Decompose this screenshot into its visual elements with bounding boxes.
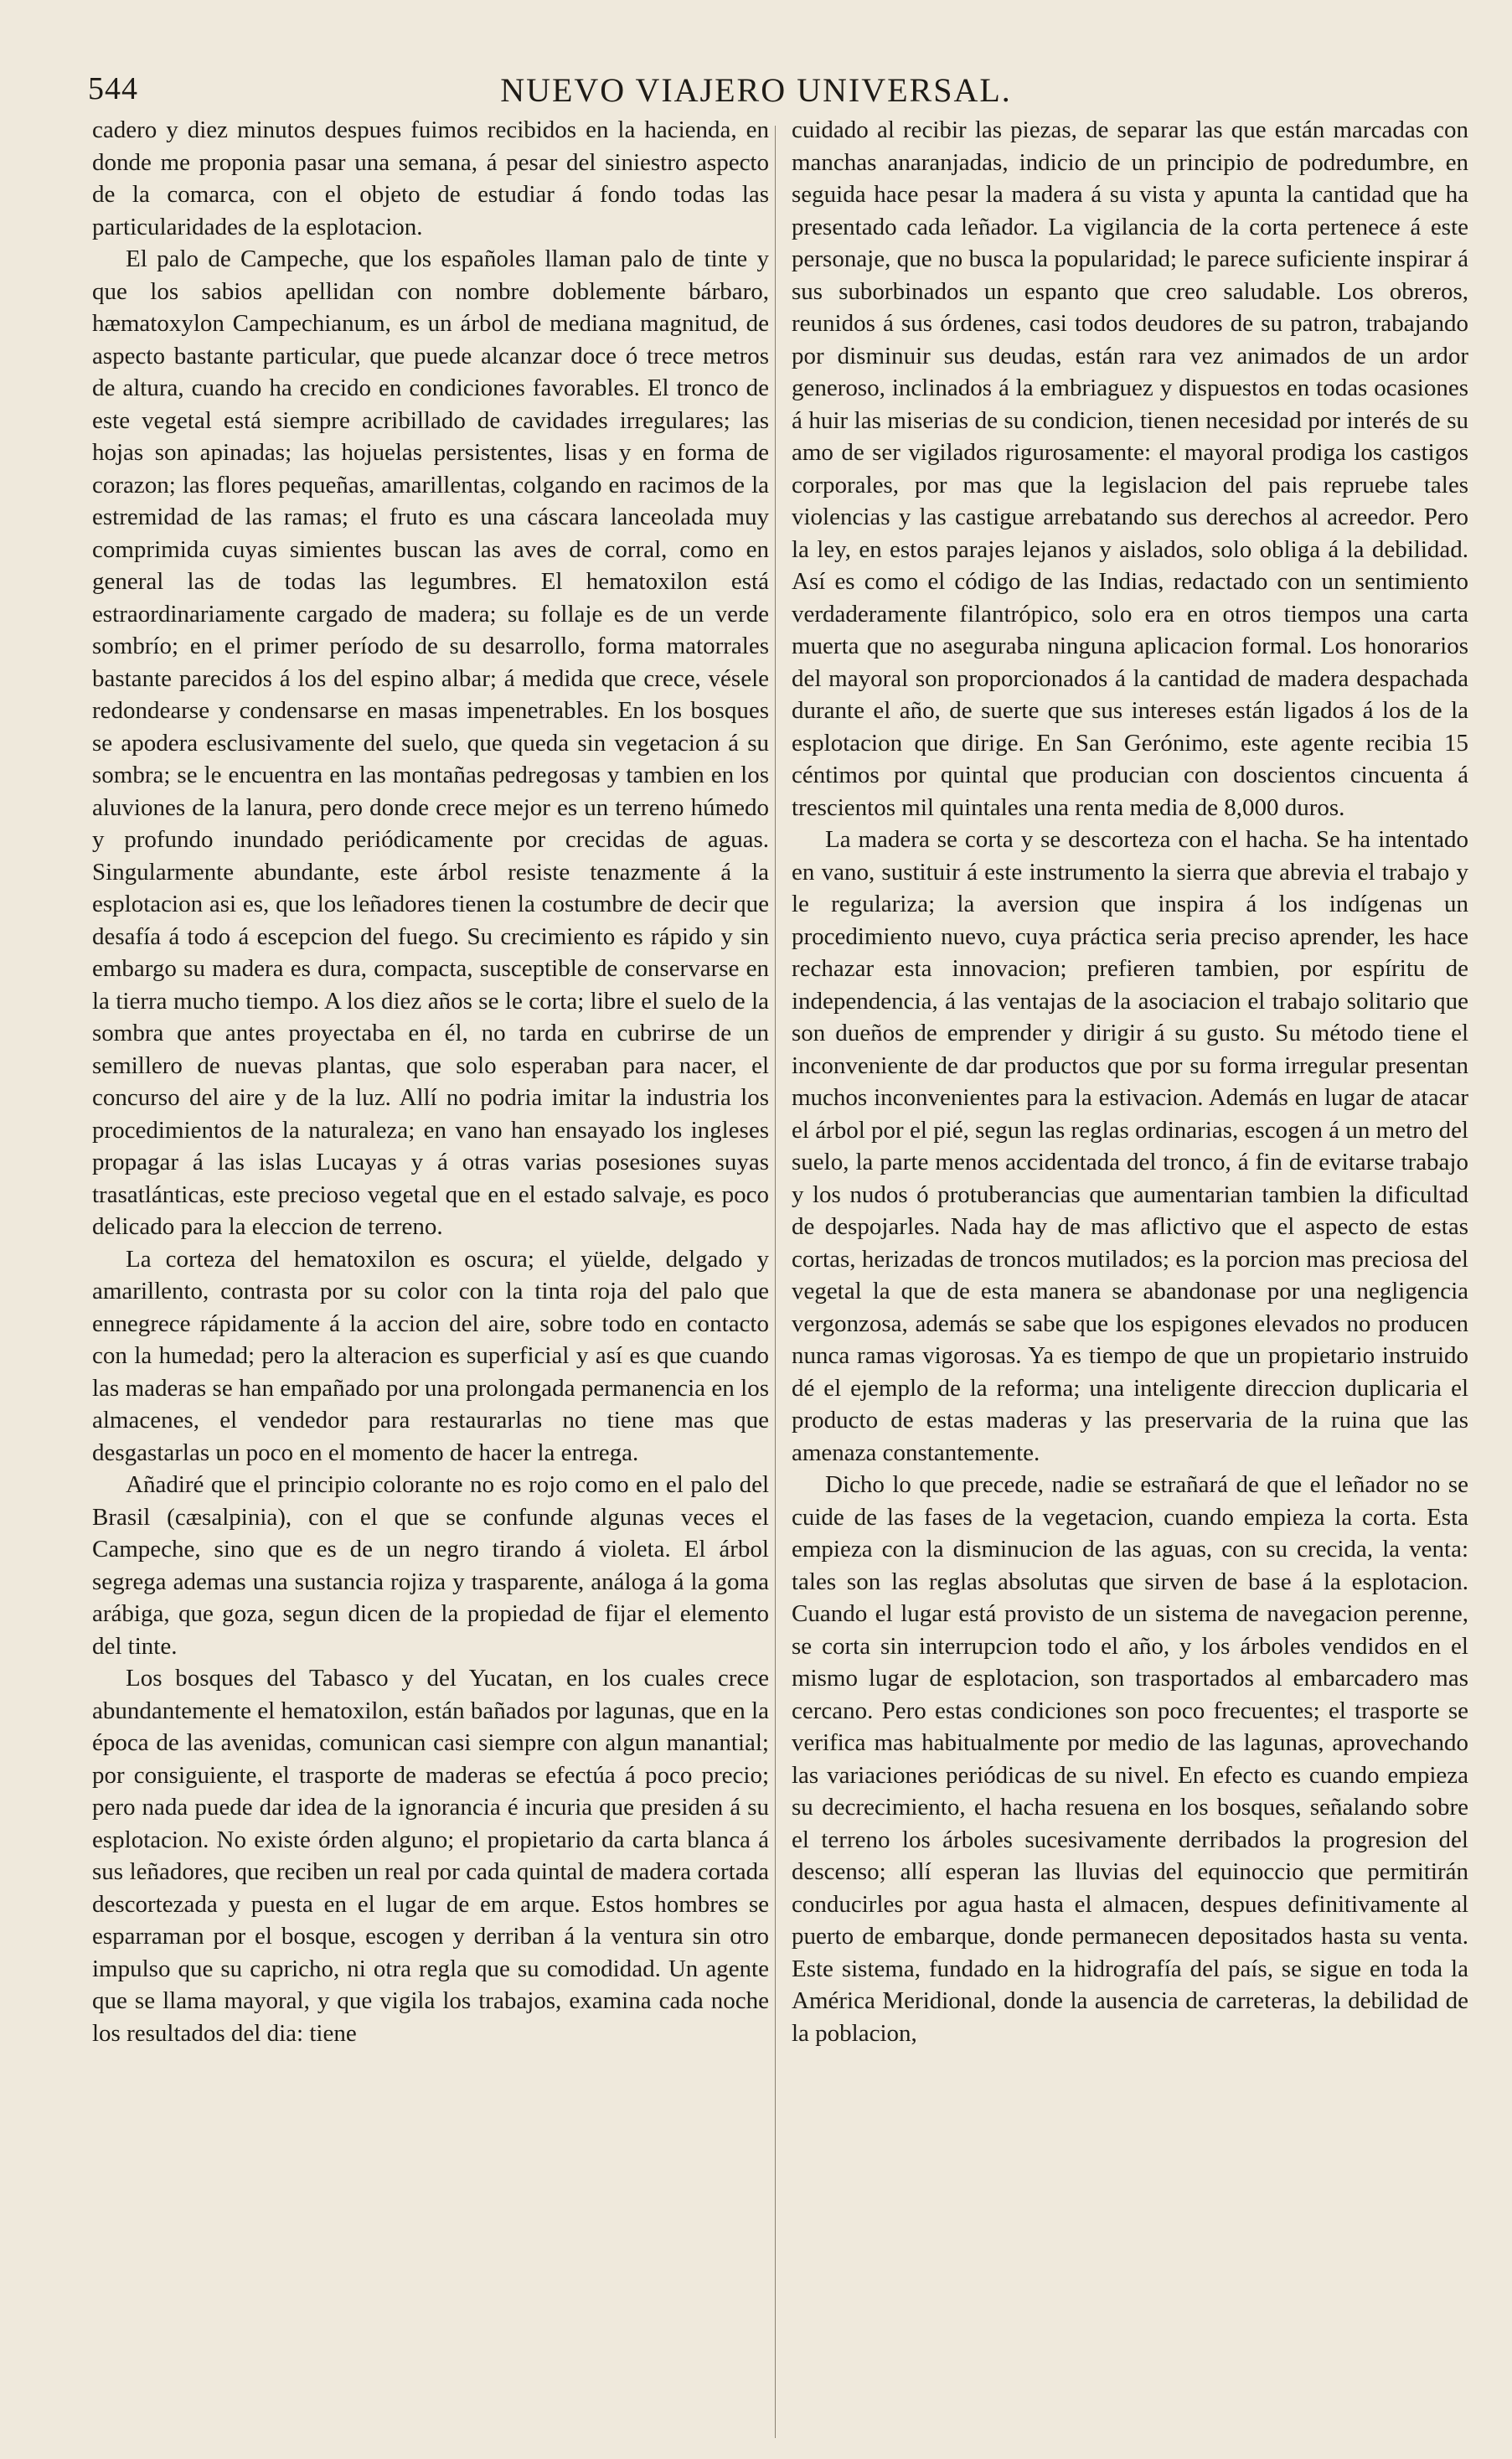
page-header <box>88 70 1424 107</box>
paragraph: Los bosques del Tabasco y del Yucatan, en los cuales crece abundantemente el hematoxilon, están bañados por lagunas, que en la época de las avenidas, comunican casi siempre con algun manantial; por consiguiente, el trasporte de maderas se efectúa á poco precio; pero nada puede dar idea de la ignorancia é incuria que presiden á su esplotacion. No existe órden alguno; el propietario da carta blanca á sus leñadores, que reciben un real por cada quintal de madera cortada descortezada y puesta en el lugar de em arque. Estos hombres se esparraman por el bosque, escogen y derriban á la ventura sin otro impulso que su capricho, ni otra regla que su comodidad. Un agente que se llama mayoral, y que vigila los trabajos, examina cada noche los resultados del dia: tiene <box>92 1665 769 2047</box>
paragraph: La corteza del hematoxilon es oscura; el yüelde, delgado y amarillento, contrasta por su color con la tinta roja del palo que ennegrece rápidamente á la accion del aire, sobre todo en contacto con la humedad; pero la alteracion es superficial y así es que cuando las maderas se han empañado por una prolongada permanencia en los almacenes, el vendedor para restaurarlas no tiene mas que desgastarlas un poco en el momento de hacer la entrega. <box>92 1245 769 1466</box>
left-column <box>92 114 769 2443</box>
paragraph: Dicho lo que precede, nadie se estrañará de que el leñador no se cuide de las fases de la vegetacion, cuando empieza la corta. Esta empieza con la disminucion de las aguas, con su crecida, la venta: tales son las reglas absolutas que sirven de base á la esplotacion. Cuando el lugar está provisto de un sistema de navegacion perenne, se corta sin interrupcion todo el año, y los árboles vendidos en el mismo lugar de esplotacion, son trasportados al embarcadero mas cercano. Pero estas condiciones son poco frecuentes; el trasporte se verifica mas habitualmente por medio de las lagunas, aprovechando las variaciones periódicas de su nivel. En efecto es cuando empieza su decrecimiento, el hacha resuena en los bosques, señalando sobre el terreno los árboles sucesivamente derribados la progresion del descenso; allí esperan las lluvias del equinoccio que permitirán conducirles por agua hasta el almacen, despues definitivamente al puerto de embarque, donde permanecen depositados hasta su venta. Este sistema, fundado en la hidrografía del país, se sigue en toda la América Meridional, donde la ausencia de carreteras, la debilidad de la poblacion, <box>792 1471 1468 2047</box>
paragraph: cuidado al recibir las piezas, de separar las que están marcadas con manchas anaranjadas, indicio de un principio de podredumbre, en seguida hace pesar la madera á su vista y apunta la cantidad que ha presentado cada leñador. La vigilancia de la corta pertenece á este personaje, que no busca la popularidad; le parece suficiente inspirar á sus suborbinados un espanto que creo saludable. Los obreros, reunidos á sus órdenes, casi todos deudores de su patron, trabajando por disminuir sus deudas, están rara vez animados de un ardor generoso, inclinados á la embriaguez y dispuestos en todas ocasiones á huir las miserias de su condicion, tienen necesidad por interés de su amo de ser vigilados rigurosamente: el mayoral prodiga los castigos corporales, por mas que la legislacion del pais repruebe tales violencias y las castigue arrebatando sus derechos al acreedor. Pero la ley, en estos parajes lejanos y aislados, solo obliga á la debilidad. Así es como el código de las Indias, redactado con un sentimiento verdaderamente filantrópico, solo era en otros tiempos una carta muerta que no aseguraba ninguna aplicacion formal. Los honorarios del mayoral son proporcionados á la cantidad de madera despachada durante el año, de suerte que sus intereses están ligados á los de la esplotacion que dirige. En San Gerónimo, este agente recibia 15 céntimos por quintal que producian con doscientos cincuenta á trescientos mil quintales una renta media de 8,000 duros. <box>792 116 1468 821</box>
page-number: 544 <box>88 71 138 106</box>
paragraph: cadero y diez minutos despues fuimos recibidos en la hacienda, en donde me proponia pasar una semana, á pesar del siniestro aspecto de la comarca, con el objeto de estudiar á fondo todas las particularidades de la esplotacion. <box>92 116 769 240</box>
paragraph: El palo de Campeche, que los españoles llaman palo de tinte y que los sabios apellidan con nombre doblemente bárbaro, hæmatoxylon Campechianum, es un árbol de mediana magnitud, de aspecto bastante particular, que puede alcanzar doce ó trece metros de altura, cuando ha crecido en condiciones favorables. El tronco de este vegetal está siempre acribillado de cavidades irregulares; las hojas son apinadas; las hojuelas persistentes, lisas y en forma de corazon; las flores pequeñas, amarillentas, colgando en racimos de la estremidad de las ramas; el fruto es una cáscara lanceolada muy comprimida cuyas simientes buscan las aves de corral, como en general las de todas las legumbres. El hematoxilon está estraordinariamente cargado de madera; su follaje es de un verde sombrío; en el primer período de su desarrollo, forma matorrales bastante parecidos á los del espino albar; á medida que crece, vésele redondearse y condensarse en masas impenetrables. En los bosques se apodera esclusivamente del suelo, que queda sin vegetacion á su sombra; se le encuentra en las montañas pedregosas y tambien en los aluviones de la lanura, pero donde crece mejor es un terreno húmedo y profundo inundado periódicamente por crecidas de aguas. Singularmente abundante, este árbol resiste tenazmente á la esplotacion asi es, que los leñadores tienen la costumbre de decir que desafía á todo á escepcion del fuego. Su crecimiento es rápido y sin embargo su madera es dura, compacta, susceptible de conservarse en la tierra mucho tiempo. A los diez años se le corta; libre el suelo de la sombra que antes proyectaba en él, no tarda en cubrirse de un semillero de nuevas plantas, que solo esperaban para nacer, el concurso del aire y de la luz. Allí no podria imitar la industria los procedimientos de la naturaleza; en vano han ensayado los ingleses propagar á las islas Lucayas y á otras varias posesiones suyas trasatlánticas, este precioso vegetal que en el estado salvaje, es poco delicado para la eleccion de terreno. <box>92 245 769 1240</box>
paragraph: Añadiré que el principio colorante no es rojo como en el palo del Brasil (cæsalpinia), con el que se confunde algunas veces el Campeche, sino que es de un negro tirando á violeta. El árbol segrega ademas una sustancia rojiza y trasparente, análoga á la goma arábiga, que goza, segun dicen de la propiedad de fijar el elemento del tinte. <box>92 1471 769 1660</box>
right-column <box>792 114 1468 2443</box>
paragraph: La madera se corta y se descorteza con el hacha. Se ha intentado en vano, sustituir á este instrumento la sierra que abrevia el trabajo y le regulariza; la aversion que inspira á los indígenas un procedimiento nuevo, cuya práctica seria preciso aprender, les hace rechazar esta innovacion; prefieren tambien, por espíritu de independencia, á las ventajas de la asociacion el trabajo solitario que son dueños de emprender y dirigir á su gusto. Su método tiene el inconveniente de dar productos que por su forma irregular presentan muchos inconvenientes para la estivacion. Además en lugar de atacar el árbol por el pié, segun las reglas ordinarias, escogen á un metro del suelo, la parte menos accidentada del tronco, á fin de evitarse trabajo y los nudos ó protuberancias que aumentarian tambien la dificultad de despojarles. Nada hay de mas aflictivo que el aspecto de estas cortas, herizadas de troncos mutilados; es la porcion mas preciosa del vegetal la que de esta manera se abandonase por una negligencia vergonzosa, además se sabe que los espigones elevados no producen nunca ramas vigorosas. Ya es tiempo de que un propietario instruido dé el ejemplo de la reforma; una inteligente direccion duplicaria el producto de estas maderas y las preservaria de la ruina que las amenaza constantemente. <box>792 826 1468 1466</box>
column-divider <box>775 126 776 2438</box>
running-title: NUEVO VIAJERO UNIVERSAL. <box>500 71 1012 109</box>
